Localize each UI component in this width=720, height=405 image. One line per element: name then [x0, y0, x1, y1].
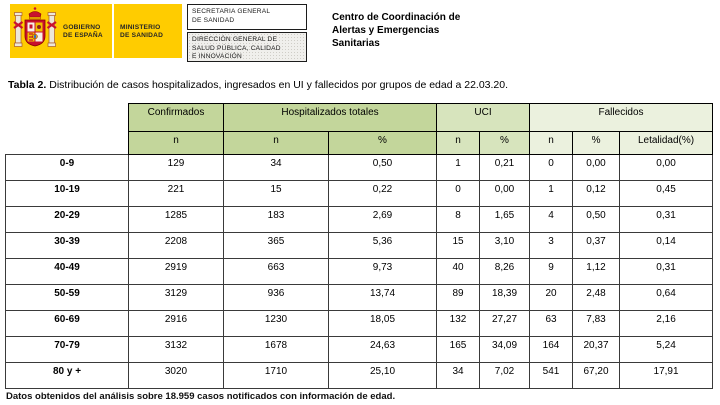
value-cell: 13,74: [329, 285, 437, 311]
value-cell: 0,64: [620, 285, 713, 311]
age-group-cell: 50-59: [6, 285, 129, 311]
value-cell: 0,31: [620, 207, 713, 233]
table-title-number: Tabla 2.: [8, 79, 47, 91]
corner-cell: [6, 132, 129, 155]
value-cell: 2,16: [620, 311, 713, 337]
ministerio-label: MINISTERIO DE SANIDAD: [120, 24, 164, 39]
value-cell: 0,50: [329, 155, 437, 181]
value-cell: 2919: [129, 259, 224, 285]
value-cell: 0: [437, 181, 480, 207]
value-cell: 1710: [224, 363, 329, 389]
value-cell: 1,65: [480, 207, 530, 233]
table-row: [6, 337, 713, 363]
centro-coordinacion-label: Centro de Coordinación de Alertas y Emergencias Sanitarias: [332, 12, 461, 49]
value-cell: 221: [129, 181, 224, 207]
value-cell: 0,12: [573, 181, 620, 207]
value-cell: 1230: [224, 311, 329, 337]
secretaria-general-box: SECRETARIA GENERAL DE SANIDAD: [187, 4, 307, 30]
value-cell: 0,00: [620, 155, 713, 181]
value-cell: 2,69: [329, 207, 437, 233]
header-uci: UCI: [437, 104, 530, 132]
sub-header-row: [6, 132, 713, 155]
value-cell: 34: [224, 155, 329, 181]
subheader-fall-n: n: [530, 132, 573, 155]
value-cell: 17,91: [620, 363, 713, 389]
subheader-hosp-n: n: [224, 132, 329, 155]
age-group-cell: 20-29: [6, 207, 129, 233]
age-group-cell: 80 y +: [6, 363, 129, 389]
value-cell: 15: [224, 181, 329, 207]
table-row: [6, 285, 713, 311]
value-cell: 0,00: [573, 155, 620, 181]
value-cell: 27,27: [480, 311, 530, 337]
age-group-cell: 10-19: [6, 181, 129, 207]
value-cell: 20,37: [573, 337, 620, 363]
value-cell: 24,63: [329, 337, 437, 363]
value-cell: 129: [129, 155, 224, 181]
value-cell: 2208: [129, 233, 224, 259]
value-cell: 7,02: [480, 363, 530, 389]
value-cell: 8: [437, 207, 480, 233]
value-cell: 0,45: [620, 181, 713, 207]
value-cell: 0,22: [329, 181, 437, 207]
age-group-cell: 0-9: [6, 155, 129, 181]
table-title: [8, 79, 508, 91]
value-cell: 34: [437, 363, 480, 389]
value-cell: 1285: [129, 207, 224, 233]
value-cell: 40: [437, 259, 480, 285]
value-cell: 25,10: [329, 363, 437, 389]
value-cell: 18,05: [329, 311, 437, 337]
value-cell: 164: [530, 337, 573, 363]
table-body: [6, 155, 713, 389]
value-cell: 3129: [129, 285, 224, 311]
table-row: [6, 155, 713, 181]
subheader-uci-pct: %: [480, 132, 530, 155]
age-group-cell: 30-39: [6, 233, 129, 259]
value-cell: 3: [530, 233, 573, 259]
subheader-letalidad: Letalidad(%): [620, 132, 713, 155]
group-header-row: [6, 104, 713, 132]
subheader-fall-pct: %: [573, 132, 620, 155]
value-cell: 20: [530, 285, 573, 311]
value-cell: 63: [530, 311, 573, 337]
table-row: [6, 311, 713, 337]
value-cell: 34,09: [480, 337, 530, 363]
gobierno-banner: [10, 4, 182, 58]
value-cell: 0,14: [620, 233, 713, 259]
value-cell: 1,12: [573, 259, 620, 285]
value-cell: 0,37: [573, 233, 620, 259]
value-cell: 0: [530, 155, 573, 181]
header-fallecidos: Fallecidos: [530, 104, 713, 132]
spain-coat-of-arms-icon: [13, 6, 57, 57]
age-group-cell: 40-49: [6, 259, 129, 285]
table-row: [6, 259, 713, 285]
value-cell: 663: [224, 259, 329, 285]
value-cell: 4: [530, 207, 573, 233]
value-cell: 936: [224, 285, 329, 311]
value-cell: 132: [437, 311, 480, 337]
age-group-cell: 70-79: [6, 337, 129, 363]
value-cell: 1: [530, 181, 573, 207]
header-confirmados: Confirmados: [129, 104, 224, 132]
value-cell: 0,00: [480, 181, 530, 207]
value-cell: 3132: [129, 337, 224, 363]
value-cell: 1678: [224, 337, 329, 363]
value-cell: 18,39: [480, 285, 530, 311]
corner-cell: [6, 104, 129, 132]
direccion-general-box: DIRECCIÓN GENERAL DE SALUD PÚBLICA, CALIDAD E INNOVACIÓN: [187, 32, 307, 62]
value-cell: 0,21: [480, 155, 530, 181]
subheader-confirmados-n: n: [129, 132, 224, 155]
table-row: [6, 181, 713, 207]
value-cell: 165: [437, 337, 480, 363]
value-cell: 2,48: [573, 285, 620, 311]
value-cell: 8,26: [480, 259, 530, 285]
footnote: Datos obtenidos del análisis sobre 18.959 casos notificados con información de edad.: [6, 391, 396, 402]
table-title-text: Distribución de casos hospitalizados, ingresados en UI y fallecidos por grupos de edad a 22.03.20.: [46, 79, 509, 91]
hospitalization-table: [5, 103, 713, 389]
value-cell: 67,20: [573, 363, 620, 389]
value-cell: 183: [224, 207, 329, 233]
value-cell: 541: [530, 363, 573, 389]
value-cell: 89: [437, 285, 480, 311]
value-cell: 9,73: [329, 259, 437, 285]
subheader-hosp-pct: %: [329, 132, 437, 155]
value-cell: 9: [530, 259, 573, 285]
header-hospitalizados: Hospitalizados totales: [224, 104, 437, 132]
table-row: [6, 207, 713, 233]
table-row: [6, 233, 713, 259]
gobierno-label: GOBIERNO DE ESPAÑA: [63, 24, 103, 39]
value-cell: 0,50: [573, 207, 620, 233]
value-cell: 365: [224, 233, 329, 259]
value-cell: 0,31: [620, 259, 713, 285]
age-group-cell: 60-69: [6, 311, 129, 337]
value-cell: 5,24: [620, 337, 713, 363]
banner-divider: [112, 4, 114, 58]
value-cell: 3020: [129, 363, 224, 389]
value-cell: 5,36: [329, 233, 437, 259]
value-cell: 15: [437, 233, 480, 259]
subheader-uci-n: n: [437, 132, 480, 155]
table-row: [6, 363, 713, 389]
value-cell: 1: [437, 155, 480, 181]
value-cell: 2916: [129, 311, 224, 337]
value-cell: 7,83: [573, 311, 620, 337]
value-cell: 3,10: [480, 233, 530, 259]
